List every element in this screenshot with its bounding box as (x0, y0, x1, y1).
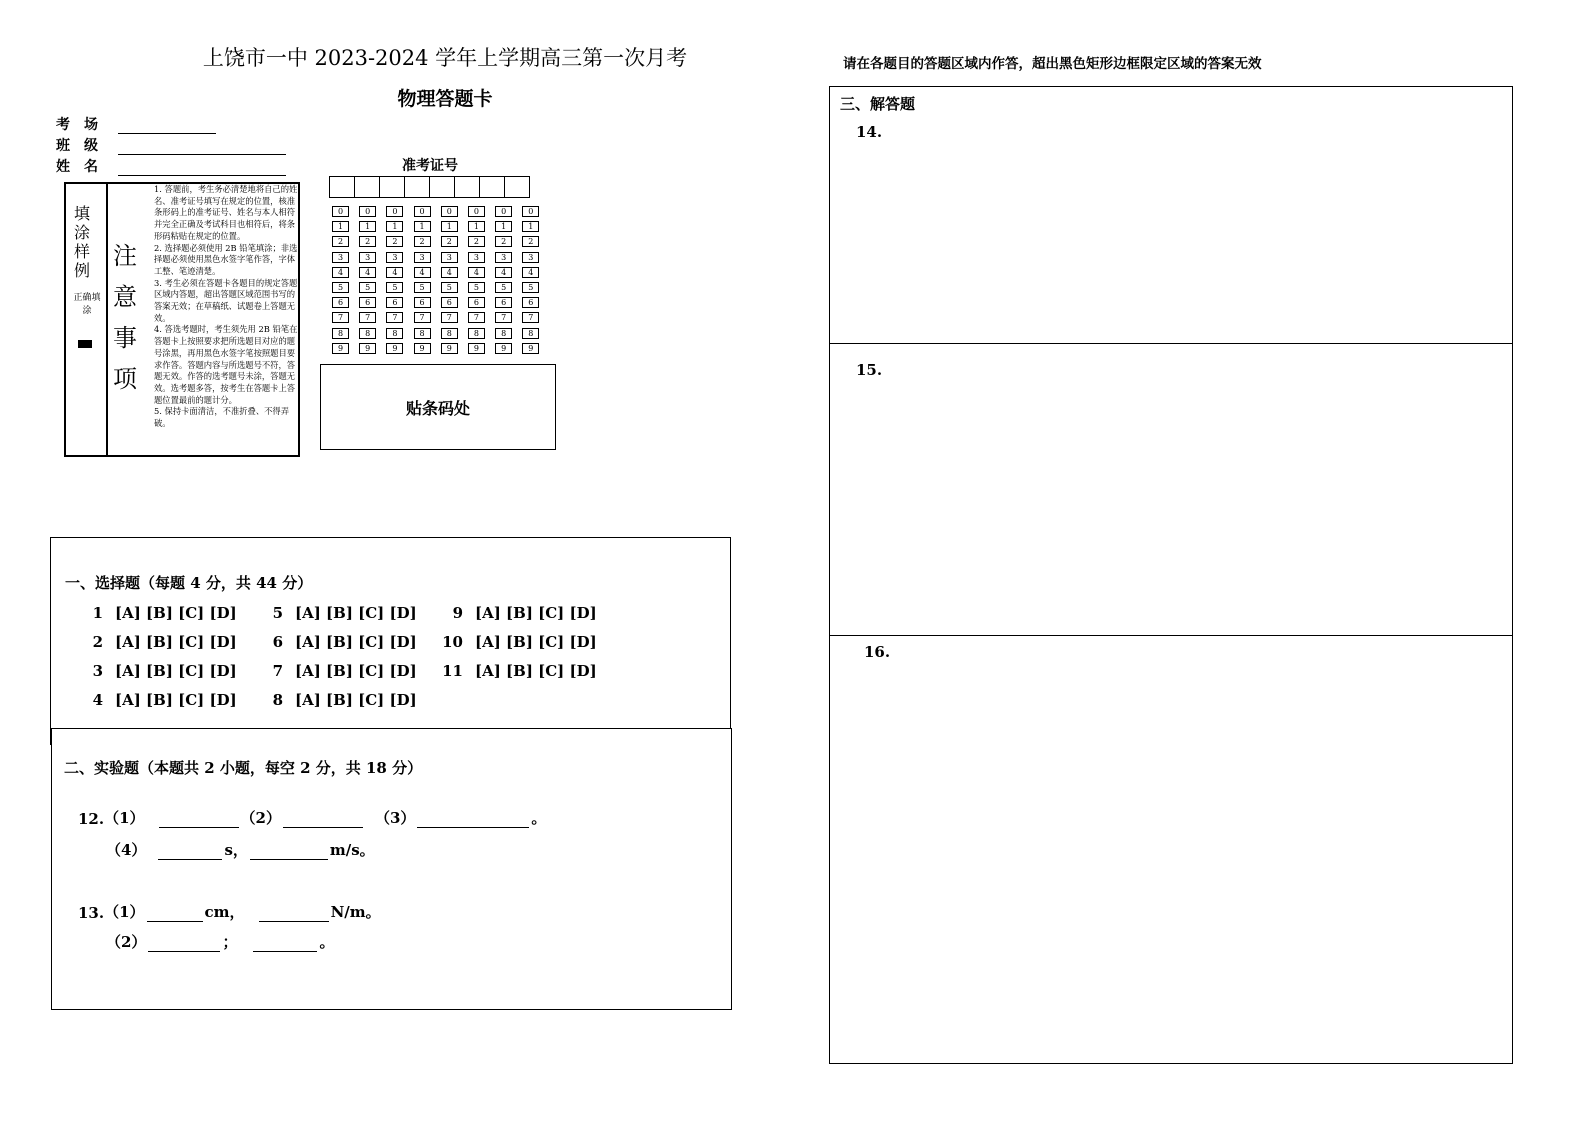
notice-char: 事 (113, 324, 137, 352)
digit-bubble[interactable]: 6 (359, 297, 376, 308)
q14-divider (830, 343, 1512, 344)
q13-unit-nm: N/m。 (330, 903, 381, 921)
admission-digit-grid[interactable] (332, 206, 550, 358)
digit-bubble[interactable]: 9 (414, 343, 431, 354)
digit-bubble[interactable]: 8 (386, 328, 403, 339)
notice-box (64, 182, 300, 457)
digit-bubble[interactable]: 5 (495, 282, 512, 293)
digit-bubble[interactable]: 2 (414, 236, 431, 247)
q13-p1: （1） (104, 903, 145, 921)
admission-box[interactable] (479, 176, 505, 198)
digit-bubble[interactable]: 7 (441, 312, 458, 323)
mc-question (81, 633, 237, 651)
mc-options[interactable]: [A] [B] [C] [D] (475, 633, 597, 651)
q13-blank2[interactable] (259, 907, 329, 922)
digit-bubble[interactable]: 2 (332, 236, 349, 247)
digit-bubble[interactable]: 9 (522, 343, 539, 354)
q13-line2 (106, 931, 334, 952)
digit-bubble[interactable]: 9 (359, 343, 376, 354)
q16-label: 16. (864, 643, 891, 661)
digit-bubble[interactable]: 7 (386, 312, 403, 323)
q12-end: 。 (531, 809, 547, 827)
digit-bubble[interactable]: 6 (441, 297, 458, 308)
digit-bubble[interactable]: 8 (468, 328, 485, 339)
digit-bubble[interactable]: 0 (386, 206, 403, 217)
digit-bubble[interactable]: 4 (468, 267, 485, 278)
digit-bubble[interactable]: 3 (468, 252, 485, 263)
section-multiple-choice (50, 537, 731, 745)
q12-p2: （2） (240, 809, 281, 827)
digit-bubble[interactable]: 9 (386, 343, 403, 354)
mc-question (261, 691, 417, 709)
digit-row (332, 206, 550, 221)
digit-row (332, 252, 550, 267)
mc-question (81, 691, 237, 709)
mc-options[interactable]: [A] [B] [C] [D] (295, 604, 417, 622)
notice-char: 意 (113, 283, 137, 311)
digit-bubble[interactable]: 4 (441, 267, 458, 278)
digit-bubble[interactable]: 0 (359, 206, 376, 217)
digit-bubble[interactable]: 4 (332, 267, 349, 278)
digit-bubble[interactable]: 1 (495, 221, 512, 232)
q12-num: 12. (78, 810, 105, 828)
digit-bubble[interactable]: 5 (414, 282, 431, 293)
mc-question (261, 662, 417, 680)
digit-bubble[interactable]: 1 (359, 221, 376, 232)
section2-title: 二、实验题（本题共 2 小题，每空 2 分，共 18 分） (64, 759, 423, 777)
digit-bubble[interactable]: 8 (359, 328, 376, 339)
q12-blank5[interactable] (250, 845, 328, 860)
admission-box[interactable] (504, 176, 530, 198)
q12-blank4[interactable] (158, 845, 222, 860)
digit-bubble[interactable]: 8 (414, 328, 431, 339)
mc-question (81, 662, 237, 680)
mc-question (261, 604, 417, 622)
q12-p4: （4） (106, 841, 147, 859)
section-solution (829, 86, 1513, 1064)
name-field[interactable] (56, 156, 286, 176)
digit-bubble[interactable]: 8 (441, 328, 458, 339)
digit-bubble[interactable]: 0 (495, 206, 512, 217)
mc-question-number: 3 (92, 662, 103, 680)
digit-bubble[interactable]: 2 (386, 236, 403, 247)
mc-question-number: 2 (92, 633, 103, 651)
mc-question-number: 4 (92, 691, 103, 709)
mc-options[interactable]: [A] [B] [C] [D] (295, 633, 417, 651)
admission-boxes[interactable] (330, 176, 530, 198)
q13-end: 。 (319, 933, 335, 951)
digit-bubble[interactable]: 0 (522, 206, 539, 217)
digit-bubble[interactable]: 5 (359, 282, 376, 293)
fill-example (66, 184, 108, 455)
section1-title: 一、选择题（每题 4 分，共 44 分） (65, 574, 313, 592)
notice-item: 3. 考生必须在答题卡各题目的规定答题区域内答题，超出答题区域范围书写的答案无效；在草稿纸、试题卷上答题无效。 (154, 277, 298, 323)
digit-row (332, 236, 550, 251)
q13-num: 13. (78, 904, 105, 922)
notice-item: 4. 答选考题时，考生须先用 2B 铅笔在答题卡上按照要求把所选题目对应的题号涂黑，再用黑色水签字笔按照题目要求作答。答题内容与所选题号不符，答题无效。作答的选考题号未涂，答题无效。选考题多答，按考生在答题卡上答题位置最前的题计分。 (154, 324, 298, 405)
notice-item: 1. 答题前，考生务必清楚地将自己的姓名、准考证号填写在规定的位置，核准条形码上的准考证号、姓名与本人相符并完全正确及考试科目也相符后，将条形码粘贴在规定的位置。 (154, 184, 298, 241)
fill-mark-sample (78, 340, 92, 348)
digit-bubble[interactable]: 1 (441, 221, 458, 232)
digit-bubble[interactable]: 9 (332, 343, 349, 354)
q12-blank2[interactable] (283, 813, 363, 828)
barcode-area: 贴条码处 (320, 364, 556, 450)
mc-question (81, 604, 237, 622)
class-label: 班 级 (56, 138, 98, 154)
section-experiment (51, 728, 732, 1010)
notice-char: 项 (113, 365, 137, 393)
mc-options[interactable]: [A] [B] [C] [D] (115, 691, 237, 709)
fill-example-title: 填涂样例 (74, 204, 91, 280)
admission-box[interactable] (404, 176, 430, 198)
mc-question-number: 7 (272, 662, 283, 680)
q13-blank1[interactable] (147, 907, 203, 922)
digit-bubble[interactable]: 6 (522, 297, 539, 308)
digit-bubble[interactable]: 0 (441, 206, 458, 217)
notice-item: 5. 保持卡面清洁，不准折叠、不得弄破。 (154, 406, 290, 429)
page-subtitle: 物理答题卡 (397, 88, 493, 110)
mc-question-number: 5 (272, 604, 283, 622)
exam-room-label: 考 场 (56, 117, 98, 133)
q13-blank4[interactable] (253, 937, 317, 952)
notice-list (154, 184, 298, 430)
q13-blank3[interactable] (148, 937, 220, 952)
mc-question (441, 662, 597, 680)
exam-room-line[interactable] (118, 119, 216, 134)
digit-bubble[interactable]: 1 (468, 221, 485, 232)
digit-row (332, 343, 550, 358)
digit-bubble[interactable]: 7 (414, 312, 431, 323)
digit-bubble[interactable]: 5 (468, 282, 485, 293)
digit-bubble[interactable]: 1 (332, 221, 349, 232)
mc-options[interactable]: [A] [B] [C] [D] (475, 662, 597, 680)
q13-p2: （2） (106, 933, 147, 951)
digit-bubble[interactable]: 5 (441, 282, 458, 293)
q13-sep: ； (222, 933, 238, 951)
admission-box[interactable] (329, 176, 355, 198)
digit-bubble[interactable]: 3 (414, 252, 431, 263)
admission-box[interactable] (429, 176, 455, 198)
digit-row (332, 221, 550, 236)
q12-p3: （3） (374, 809, 416, 827)
digit-bubble[interactable]: 2 (359, 236, 376, 247)
digit-bubble[interactable]: 2 (468, 236, 485, 247)
mc-options[interactable]: [A] [B] [C] [D] (115, 604, 237, 622)
mc-question (441, 633, 597, 651)
q15-label: 15. (856, 361, 883, 379)
q12-p1: （1） (104, 809, 145, 827)
digit-bubble[interactable]: 3 (522, 252, 539, 263)
digit-bubble[interactable]: 2 (495, 236, 512, 247)
name-label: 姓 名 (56, 159, 98, 175)
q12-unit-ms: m/s。 (329, 841, 375, 859)
q14-label: 14. (856, 123, 883, 141)
digit-row (332, 312, 550, 327)
digit-bubble[interactable]: 6 (495, 297, 512, 308)
digit-bubble[interactable]: 6 (332, 297, 349, 308)
digit-bubble[interactable]: 6 (414, 297, 431, 308)
mc-options[interactable]: [A] [B] [C] [D] (115, 633, 237, 651)
class-field[interactable] (56, 135, 286, 155)
digit-bubble[interactable]: 4 (495, 267, 512, 278)
digit-bubble[interactable]: 4 (359, 267, 376, 278)
q12-unit-s: s， (224, 841, 248, 859)
digit-bubble[interactable]: 4 (386, 267, 403, 278)
digit-bubble[interactable]: 0 (414, 206, 431, 217)
digit-bubble[interactable]: 1 (414, 221, 431, 232)
name-line[interactable] (118, 161, 286, 176)
admission-label: 准考证号 (402, 158, 458, 174)
digit-bubble[interactable]: 1 (386, 221, 403, 232)
class-line[interactable] (118, 140, 286, 155)
notice-heading (106, 184, 144, 507)
digit-bubble[interactable]: 7 (332, 312, 349, 323)
digit-bubble[interactable]: 2 (441, 236, 458, 247)
digit-bubble[interactable]: 7 (495, 312, 512, 323)
mc-question (441, 604, 597, 622)
digit-bubble[interactable]: 7 (359, 312, 376, 323)
q12-line1 (78, 807, 546, 828)
digit-bubble[interactable]: 4 (522, 267, 539, 278)
digit-row (332, 282, 550, 297)
digit-bubble[interactable]: 1 (522, 221, 539, 232)
admission-box[interactable] (379, 176, 405, 198)
digit-row (332, 328, 550, 343)
digit-bubble[interactable]: 5 (386, 282, 403, 293)
mc-question-number: 11 (442, 662, 463, 680)
mc-question-number: 8 (272, 691, 283, 709)
admission-box[interactable] (354, 176, 380, 198)
digit-bubble[interactable]: 7 (522, 312, 539, 323)
notice-char: 注 (113, 242, 137, 270)
mc-question-number: 9 (452, 604, 463, 622)
digit-bubble[interactable]: 9 (468, 343, 485, 354)
mc-question-number: 1 (92, 604, 103, 622)
digit-bubble[interactable]: 5 (522, 282, 539, 293)
digit-bubble[interactable]: 0 (332, 206, 349, 217)
digit-bubble[interactable]: 3 (495, 252, 512, 263)
q15-divider (830, 635, 1512, 636)
admission-box[interactable] (454, 176, 480, 198)
digit-bubble[interactable]: 6 (468, 297, 485, 308)
exam-room-field[interactable] (56, 114, 216, 134)
mc-options[interactable]: [A] [B] [C] [D] (295, 662, 417, 680)
digit-bubble[interactable]: 7 (468, 312, 485, 323)
digit-bubble[interactable]: 3 (332, 252, 349, 263)
q12-blank1[interactable] (159, 813, 239, 828)
q13-line1 (78, 901, 381, 922)
digit-bubble[interactable]: 8 (332, 328, 349, 339)
fill-correct-label: 正确填涂 (73, 293, 101, 316)
digit-row (332, 297, 550, 312)
mc-options[interactable]: [A] [B] [C] [D] (115, 662, 237, 680)
q12-line2 (106, 839, 375, 860)
digit-bubble[interactable]: 9 (441, 343, 458, 354)
digit-bubble[interactable]: 8 (522, 328, 539, 339)
mc-question-number: 10 (442, 633, 463, 651)
q13-unit-cm: cm， (204, 903, 245, 921)
notice-item: 2. 选择题必须使用 2B 铅笔填涂；非选择题必须使用黑色水签字笔作答，字体工整、笔迹清楚。 (154, 242, 298, 276)
digit-row (332, 267, 550, 282)
digit-bubble[interactable]: 3 (386, 252, 403, 263)
digit-bubble[interactable]: 4 (414, 267, 431, 278)
digit-bubble[interactable]: 3 (359, 252, 376, 263)
answer-area-warning: 请在各题目的答题区域内作答，超出黑色矩形边框限定区域的答案无效 (843, 56, 1262, 72)
digit-bubble[interactable]: 3 (441, 252, 458, 263)
digit-bubble[interactable]: 0 (468, 206, 485, 217)
page-title: 上饶市一中 2023-2024 学年上学期高三第一次月考 (202, 46, 688, 70)
section3-title: 三、解答题 (840, 95, 916, 113)
digit-bubble[interactable]: 6 (386, 297, 403, 308)
digit-bubble[interactable]: 5 (332, 282, 349, 293)
digit-bubble[interactable]: 9 (495, 343, 512, 354)
mc-question (261, 633, 417, 651)
digit-bubble[interactable]: 2 (522, 236, 539, 247)
digit-bubble[interactable]: 8 (495, 328, 512, 339)
mc-question-number: 6 (272, 633, 283, 651)
mc-options[interactable]: [A] [B] [C] [D] (475, 604, 597, 622)
mc-options[interactable]: [A] [B] [C] [D] (295, 691, 417, 709)
q12-blank3[interactable] (417, 813, 529, 828)
